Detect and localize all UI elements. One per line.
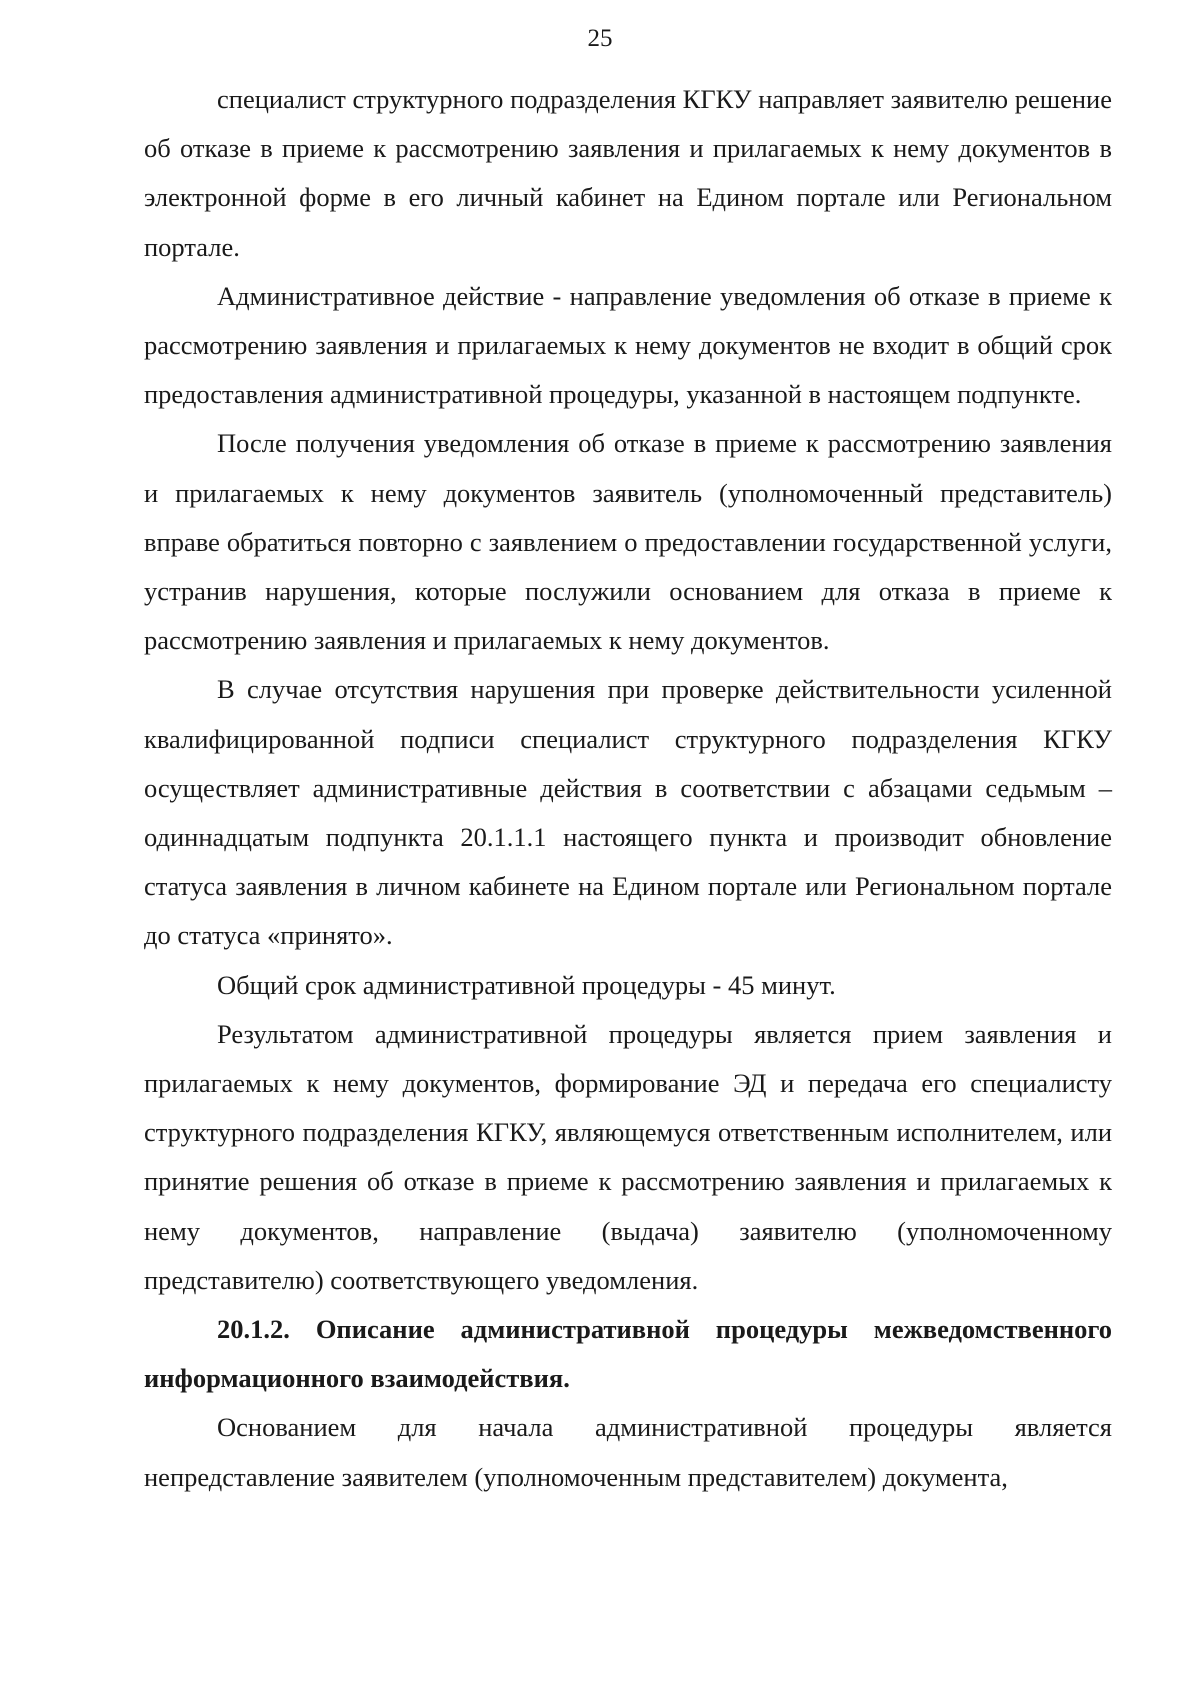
section-heading: 20.1.2. Описание административной процедуры межведомственного информационного взаимодействия.	[144, 1314, 1112, 1394]
paragraph-result: Результатом административной процедуры является прием заявления и прилагаемых к нему документов, формирование ЭД и передача его специалисту структурного подразделения КГКУ, являющемуся ответственным исполнителем, или принятие решения об отказе в приеме к рассмотрению заявления и прилагаемых к нему документов, направление (выдача) заявителю (уполномоченному представителю) соответствующего уведомления.	[144, 1018, 1112, 1295]
paragraph-signature-check: В случае отсутствия нарушения при проверке действительности усиленной квалифицированной подписи специалист структурного подразделения КГКУ осуществляет административные действия в соответствии с абзацами седьмым – одиннадцатым подпункта 20.1.1.1 настоящего пункта и производит обновление статуса заявления в личном кабинете на Едином портале или Региональном портале до статуса «принято».	[144, 674, 1112, 951]
paragraph-continued: специалист структурного подразделения КГКУ направляет заявителю решение об отказе в приеме к рассмотрению заявления и прилагаемых к нему документов в электронной форме в его личный кабинет на Едином портале или Региональном портале.	[144, 84, 1112, 262]
paragraph-notice-action: Административное действие - направление уведомления об отказе в приеме к рассмотрению заявления и прилагаемых к нему документов не входит в общий срок предоставления административной процедуры, указанной в настоящем подпункте.	[144, 280, 1112, 410]
document-body	[144, 75, 1112, 1502]
page-number: 25	[587, 25, 613, 52]
paragraph-basis: Основанием для начала административной процедуры является непредставление заявителем (уполномоченным представителем) документа,	[144, 1412, 1112, 1492]
paragraph-reapply: После получения уведомления об отказе в приеме к рассмотрению заявления и прилагаемых к нему документов заявитель (уполномоченный представитель) вправе обратиться повторно с заявлением о предоставлении государственной услуги, устранив нарушения, которые послужили основанием для отказа в приеме к рассмотрению заявления и прилагаемых к нему документов.	[144, 428, 1112, 656]
paragraph-total-duration: Общий срок административной процедуры - 45 минут.	[217, 969, 836, 1000]
